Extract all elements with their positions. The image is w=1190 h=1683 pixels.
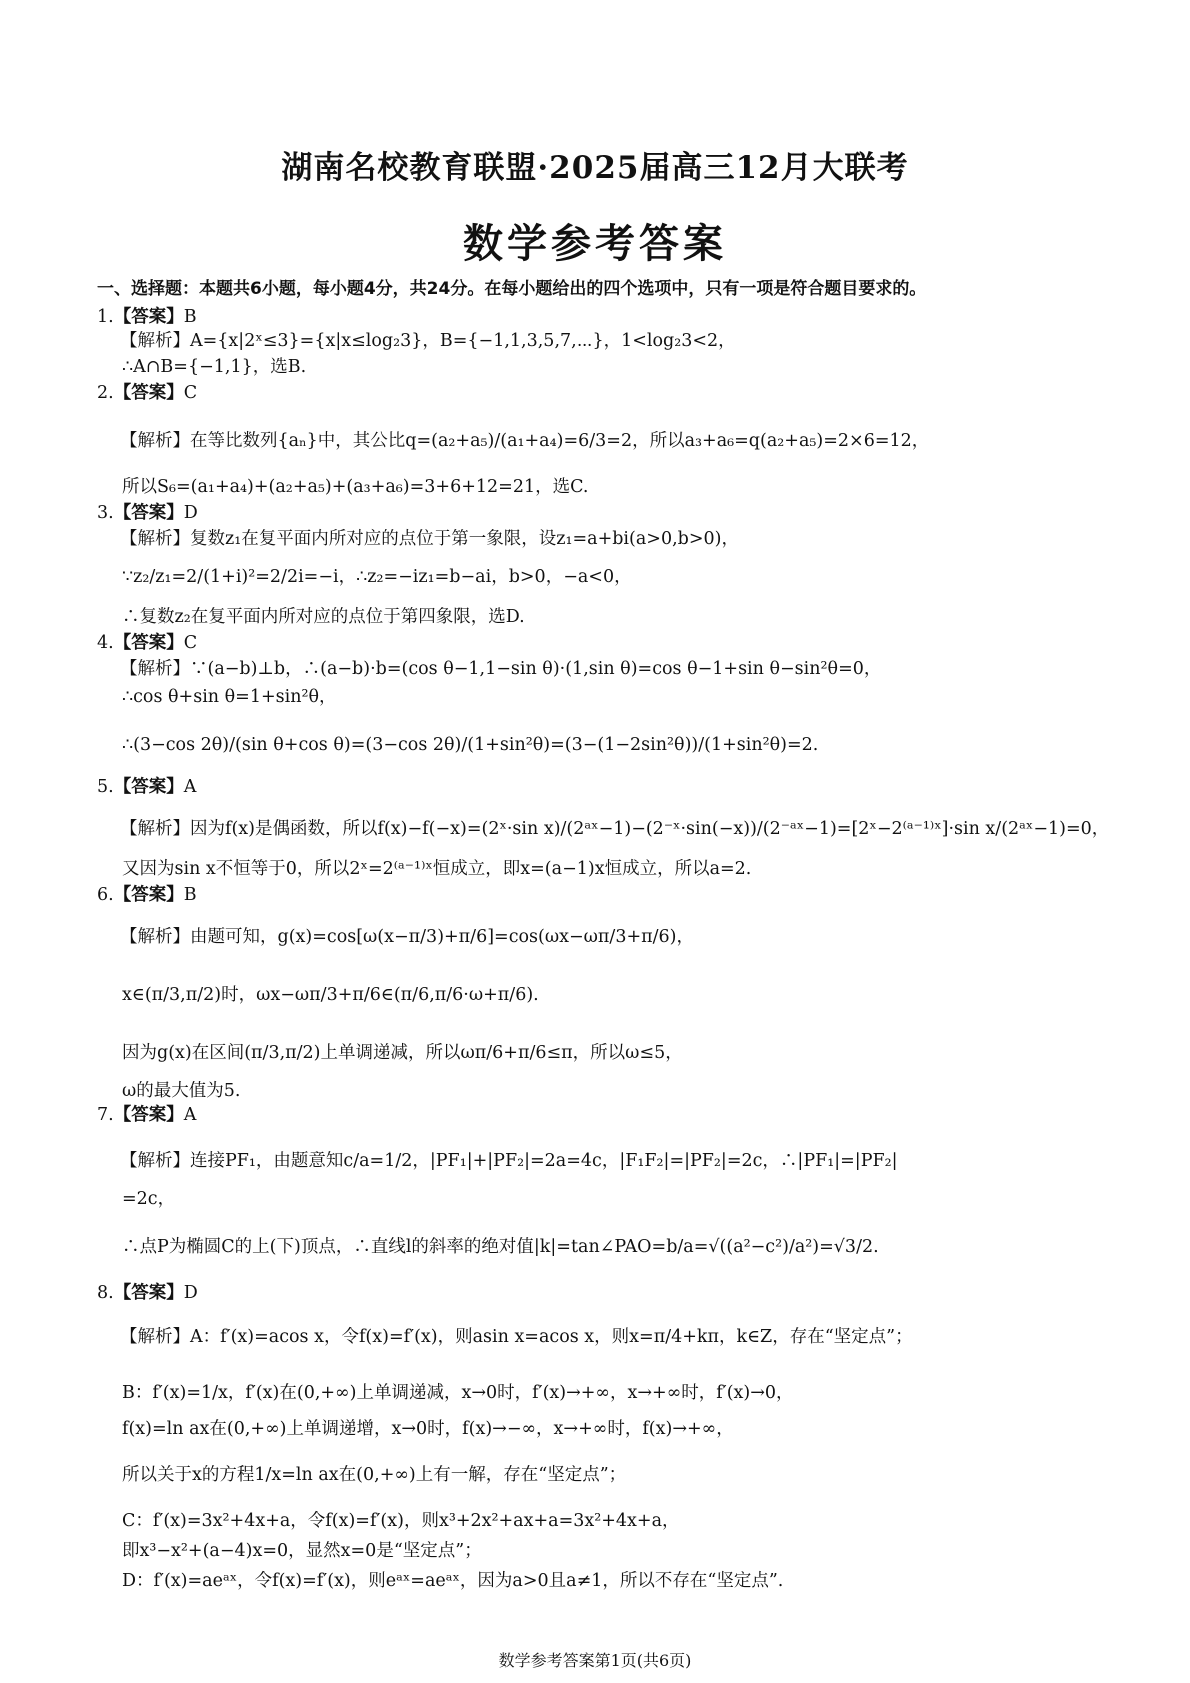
solution-line: ω的最大值为5.: [122, 1081, 241, 1101]
solution-line: ∴(3−cos 2θ)/(sin θ+cos θ)=(3−cos 2θ)/(1+sin²θ)=(3−(1−2sin²θ))/(1+sin²θ)=2.: [122, 735, 819, 755]
document-subtitle: 数学参考答案: [463, 220, 727, 267]
answer-line-q1: 1.【答案】B: [97, 307, 197, 327]
solution-line: 即x³−x²+(a−4)x=0，显然x=0是“坚定点”；: [122, 1541, 482, 1561]
solution-line: 【解析】连接PF₁，由题意知c/a=1/2，|PF₁|+|PF₂|=2a=4c，|F₁F₂|=|PF₂|=2c，∴|PF₁|=|PF₂|: [120, 1151, 898, 1171]
solution-line: ∴点P为椭圆C的上(下)顶点，∴直线l的斜率的绝对值|k|=tan∠PAO=b/a=√((a²−c²)/a²)=√3/2.: [122, 1237, 879, 1257]
answer-line-q4: 4.【答案】C: [97, 633, 198, 653]
answer-line-q5: 5.【答案】A: [97, 777, 197, 797]
solution-line: D：f′(x)=aeᵃˣ，令f(x)=f′(x)，则eᵃˣ=aeᵃˣ，因为a>0且a≠1，所以不存在“坚定点”.: [122, 1571, 784, 1591]
solution-line: ∴复数z₂在复平面内所对应的点位于第四象限，选D.: [122, 607, 525, 627]
exam-title: 湖南名校教育联盟·2025届高三12月大联考: [281, 150, 909, 186]
solution-line: B：f′(x)=1/x，f′(x)在(0,+∞)上单调递减，x→0时，f′(x)→+∞，x→+∞时，f′(x)→0，: [122, 1383, 794, 1403]
section-heading: 一、选择题：本题共6小题，每小题4分，共24分。在每小题给出的四个选项中，只有一项是符合题目要求的。: [97, 279, 927, 299]
solution-line: x∈(π/3,π/2)时，ωx−ωπ/3+π/6∈(π/6,π/6·ω+π/6).: [122, 985, 539, 1005]
solution-line: 【解析】因为f(x)是偶函数，所以f(x)−f(−x)=(2ˣ·sin x)/(2ᵃˣ−1)−(2⁻ˣ·sin(−x))/(2⁻ᵃˣ−1)=[2ˣ−2⁽ᵃ⁻¹⁾ˣ]·sin x/(2ᵃˣ−1)=0，: [120, 819, 1110, 839]
solution-line: 【解析】A：f′(x)=acos x，令f(x)=f′(x)，则asin x=acos x，则x=π/4+kπ，k∈Z，存在“坚定点”；: [120, 1327, 913, 1347]
solution-line: f(x)=ln ax在(0,+∞)上单调递增，x→0时，f(x)→−∞，x→+∞时，f(x)→+∞，: [122, 1419, 734, 1439]
page-footer: 数学参考答案第1页(共6页): [498, 1651, 692, 1670]
solution-line: 【解析】在等比数列{aₙ}中，其公比q=(a₂+a₅)/(a₁+a₄)=6/3=2，所以a₃+a₆=q(a₂+a₅)=2×6=12，: [120, 431, 930, 451]
solution-line: 因为g(x)在区间(π/3,π/2)上单调递减，所以ωπ/6+π/6≤π，所以ω≤5，: [122, 1043, 683, 1063]
answer-line-q6: 6.【答案】B: [97, 885, 197, 905]
solution-line: ∴A∩B={−1,1}，选B.: [122, 357, 307, 377]
solution-line: 【解析】复数z₁在复平面内所对应的点位于第一象限，设z₁=a+bi(a>0,b>0)，: [120, 529, 739, 549]
solution-line: ∵z₂/z₁=2/(1+i)²=2/2i=−i，∴z₂=−iz₁=b−ai，b>0，−a<0，: [122, 567, 632, 587]
solution-line: 【解析】由题可知，g(x)=cos[ω(x−π/3)+π/6]=cos(ωx−ωπ/3+π/6)，: [120, 927, 694, 947]
solution-line: 所以关于x的方程1/x=ln ax在(0,+∞)上有一解，存在“坚定点”；: [122, 1465, 627, 1485]
solution-line: ∴cos θ+sin θ=1+sin²θ，: [122, 687, 337, 707]
solution-line: 【解析】∵(a−b)⊥b，∴(a−b)·b=(cos θ−1,1−sin θ)·(1,sin θ)=cos θ−1+sin θ−sin²θ=0，: [120, 659, 882, 679]
answer-line-q8: 8.【答案】D: [97, 1283, 198, 1303]
solution-line: C：f′(x)=3x²+4x+a，令f(x)=f′(x)，则x³+2x²+ax+a=3x²+4x+a，: [122, 1511, 680, 1531]
answer-line-q7: 7.【答案】A: [97, 1105, 197, 1125]
answer-line-q2: 2.【答案】C: [97, 383, 198, 403]
solution-line: 又因为sin x不恒等于0，所以2ˣ=2⁽ᵃ⁻¹⁾ˣ恒成立，即x=(a−1)x恒成立，所以a=2.: [122, 859, 752, 879]
answer-line-q3: 3.【答案】D: [97, 503, 198, 523]
solution-line: 【解析】A={x|2ˣ≤3}={x|x≤log₂3}，B={−1,1,3,5,7,⋯}，1<log₂3<2，: [120, 331, 736, 351]
solution-line: 所以S₆=(a₁+a₄)+(a₂+a₅)+(a₃+a₆)=3+6+12=21，选C.: [122, 477, 589, 497]
solution-line: =2c，: [122, 1189, 176, 1209]
